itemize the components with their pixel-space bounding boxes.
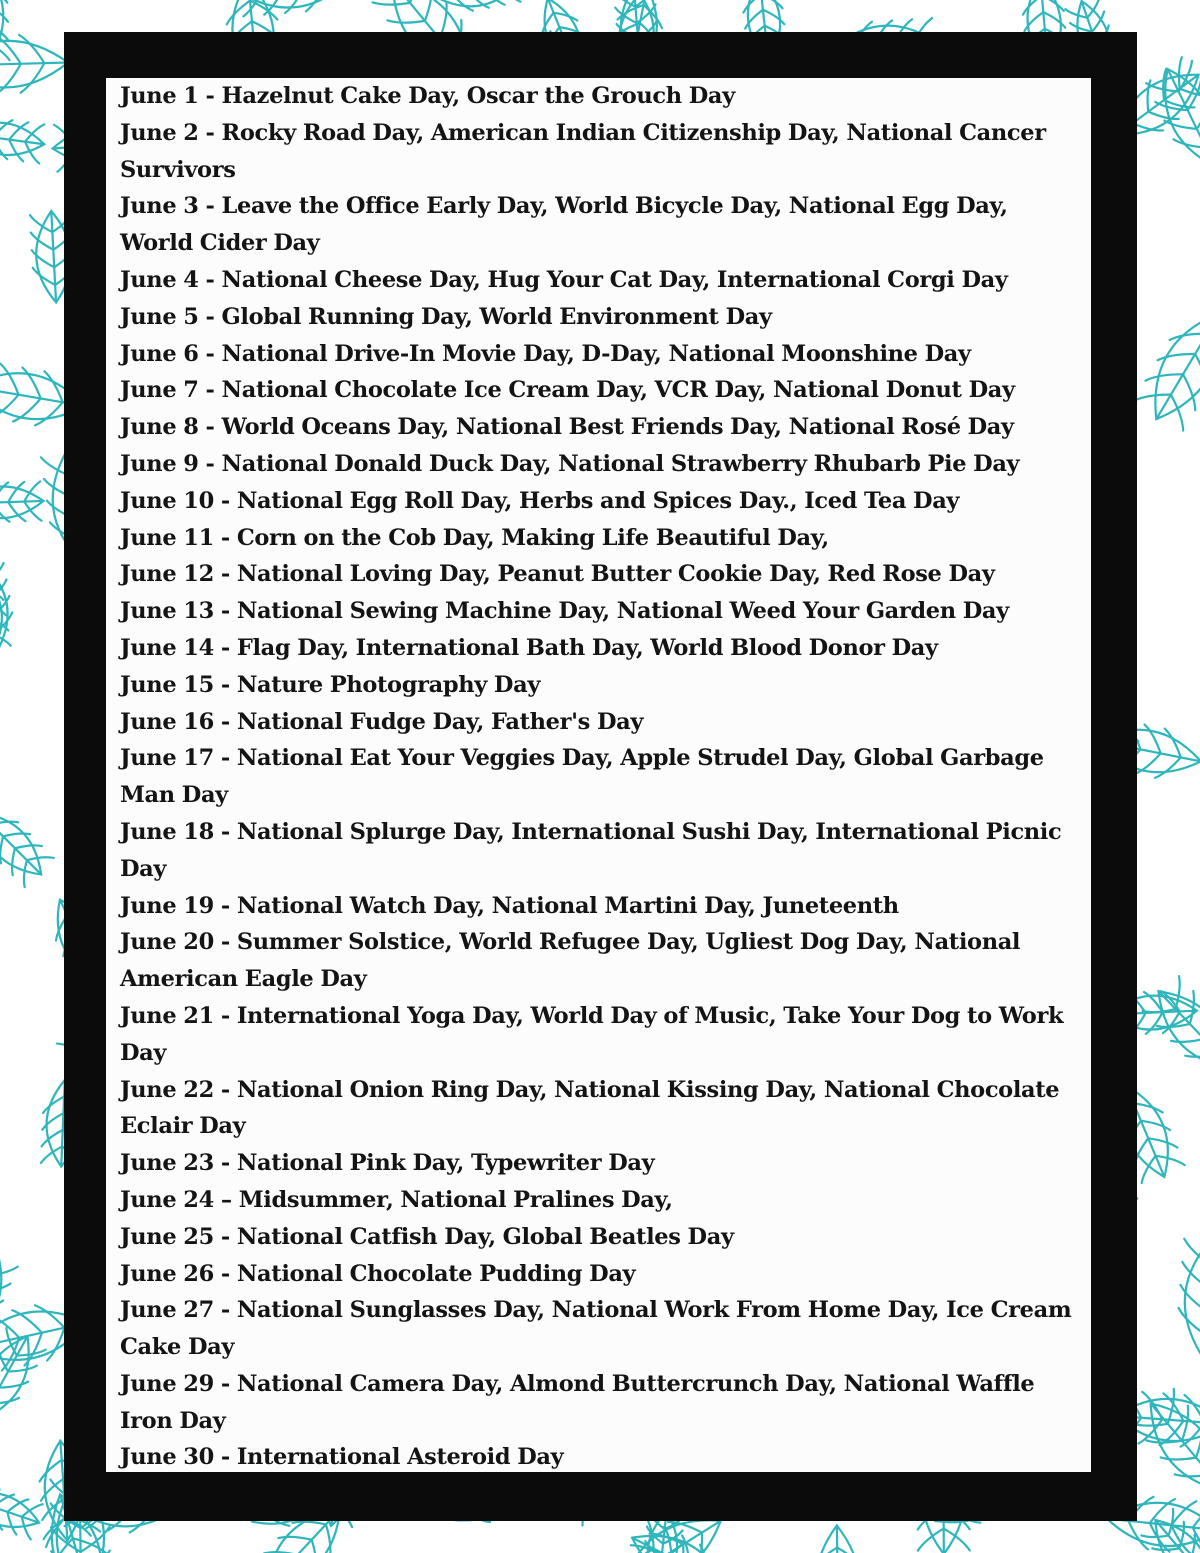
list-item: June 21 - International Yoga Day, World Day of Music, Take Your Dog to Work Day [120, 1002, 1064, 1066]
list-item: June 20 - Summer Solstice, World Refugee Day, Ugliest Dog Day, National American Eagle Day [120, 929, 1021, 993]
list-item: June 8 - World Oceans Day, National Best Friends Day, National Rosé Day [120, 414, 1014, 441]
list-item: June 2 - Rocky Road Day, American Indian Citizenship Day, National Cancer Survivors [120, 119, 1046, 183]
list-item: June 14 - Flag Day, International Bath Day, World Blood Donor Day [120, 634, 938, 661]
list-item: June 5 - Global Running Day, World Environment Day [120, 303, 772, 330]
black-frame [64, 32, 1137, 1521]
list-item: June 26 - National Chocolate Pudding Day [120, 1260, 636, 1287]
list-item: June 3 - Leave the Office Early Day, World Bicycle Day, National Egg Day, World Cider Day [120, 193, 1008, 257]
list-item: June 17 - National Eat Your Veggies Day, Apple Strudel Day, Global Garbage Man Day [120, 745, 1044, 809]
list-item: June 18 - National Splurge Day, International Sushi Day, International Picnic Day [120, 818, 1062, 882]
list-item: June 6 - National Drive-In Movie Day, D-Day, National Moonshine Day [120, 340, 971, 367]
list-item: June 29 - National Camera Day, Almond Buttercrunch Day, National Waffle Iron Day [120, 1370, 1035, 1434]
list-item: June 15 - Nature Photography Day [120, 671, 541, 698]
list-item: June 4 - National Cheese Day, Hug Your Cat Day, International Corgi Day [120, 266, 1008, 293]
list-item: June 13 - National Sewing Machine Day, National Weed Your Garden Day [120, 598, 1009, 625]
list-item: June 1 - Hazelnut Cake Day, Oscar the Grouch Day [120, 83, 735, 109]
list-item: June 7 - National Chocolate Ice Cream Day, VCR Day, National Donut Day [120, 377, 1015, 404]
list-item: June 25 - National Catfish Day, Global Beatles Day [120, 1223, 734, 1250]
list-item: June 12 - National Loving Day, Peanut Butter Cookie Day, Red Rose Day [120, 561, 995, 588]
list-item: June 19 - National Watch Day, National Martini Day, Juneteenth [120, 892, 899, 919]
list-item: June 23 - National Pink Day, Typewriter Day [120, 1150, 655, 1177]
june-days-list [120, 78, 1075, 1472]
list-item: June 10 - National Egg Roll Day, Herbs and Spices Day., Iced Tea Day [120, 487, 960, 514]
list-item: June 11 - Corn on the Cob Day, Making Life Beautiful Day, [120, 524, 829, 551]
list-item: June 30 - International Asteroid Day [120, 1444, 564, 1471]
list-item: June 24 – Midsummer, National Pralines Day, [120, 1186, 673, 1213]
list-item: June 9 - National Donald Duck Day, National Strawberry Rhubarb Pie Day [120, 450, 1020, 477]
list-item: June 22 - National Onion Ring Day, National Kissing Day, National Chocolate Eclair Day [120, 1076, 1060, 1140]
list-item: June 27 - National Sunglasses Day, National Work From Home Day, Ice Cream Cake Day [120, 1297, 1072, 1361]
list-item: June 16 - National Fudge Day, Father's Day [120, 708, 644, 735]
list-paper [106, 78, 1091, 1472]
